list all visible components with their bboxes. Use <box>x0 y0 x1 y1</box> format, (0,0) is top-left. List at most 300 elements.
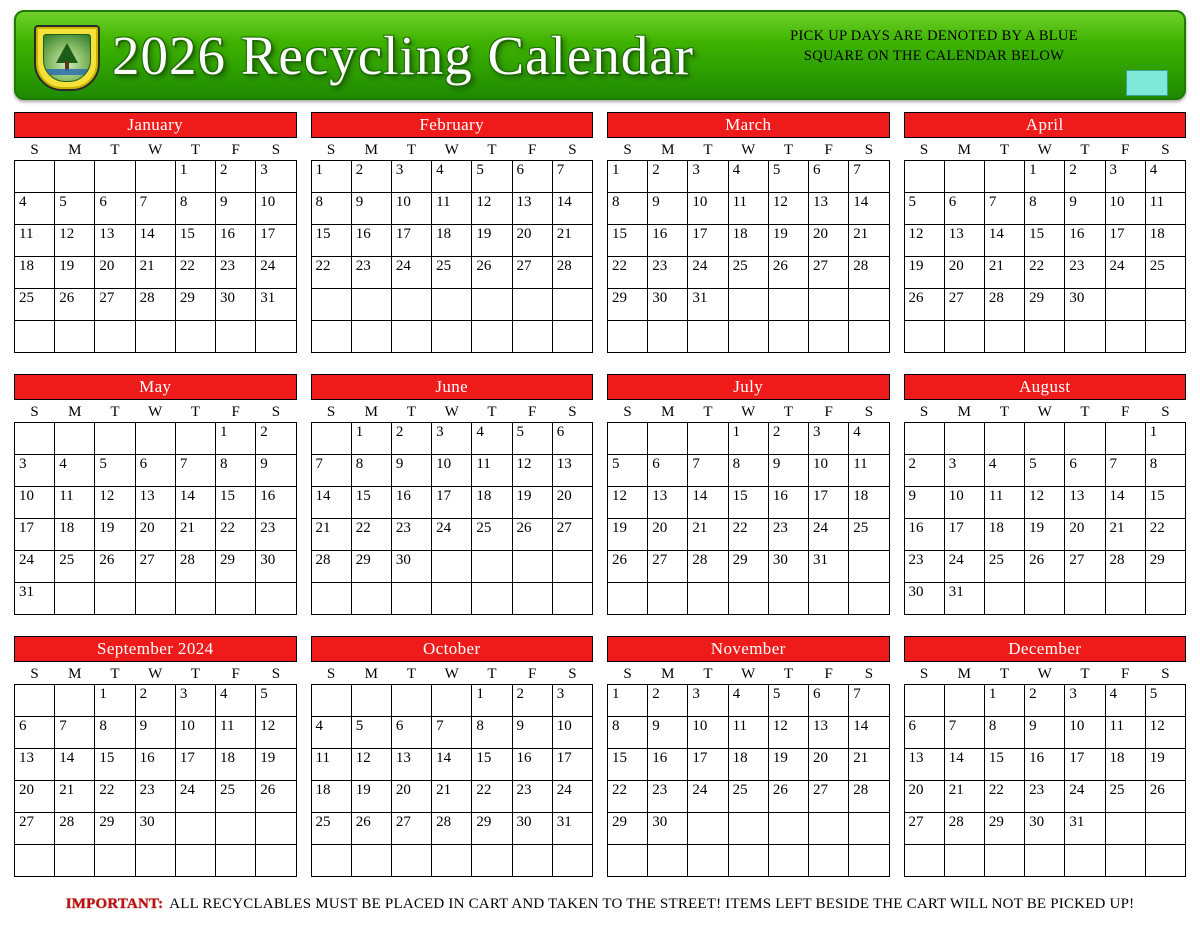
day-cell-pickup: 27 <box>1065 551 1105 583</box>
week-row <box>904 161 1186 193</box>
weekday-header-cell: T <box>783 403 793 420</box>
day-cell <box>216 813 256 845</box>
day-cell: 16 <box>216 225 256 257</box>
day-cell <box>1065 321 1105 353</box>
day-cell: 6 <box>552 423 592 455</box>
day-cell-pickup: 12 <box>768 193 808 225</box>
weekday-header-cell: M <box>661 403 675 420</box>
day-cell <box>351 845 391 877</box>
week-row <box>15 321 297 353</box>
day-cell-pickup: 11 <box>216 717 256 749</box>
week-row <box>311 813 593 845</box>
day-cell: 5 <box>1025 455 1065 487</box>
day-cell: 20 <box>809 225 849 257</box>
day-cell: 5 <box>768 161 808 193</box>
day-cell: 2 <box>1025 685 1065 717</box>
month-block <box>14 374 297 624</box>
day-cell: 11 <box>984 487 1024 519</box>
day-cell: 26 <box>512 519 552 551</box>
weekday-header-cell: M <box>957 665 971 682</box>
weekday-header-cell: M <box>68 403 82 420</box>
day-cell: 15 <box>216 487 256 519</box>
day-cell <box>648 583 688 615</box>
day-cell: 18 <box>984 519 1024 551</box>
day-cell <box>1145 583 1185 615</box>
day-cell: 29 <box>608 813 648 845</box>
day-cell: 25 <box>728 257 768 289</box>
weekday-header-cell: S <box>623 141 632 158</box>
day-cell-pickup: 22 <box>472 781 512 813</box>
day-cell <box>175 321 215 353</box>
day-cell <box>944 321 984 353</box>
day-cell: 30 <box>256 551 296 583</box>
day-cell: 20 <box>944 257 984 289</box>
weekday-header-cell: S <box>919 403 929 420</box>
day-cell: 30 <box>135 813 175 845</box>
day-cell: 13 <box>552 455 592 487</box>
day-cell: 19 <box>55 257 95 289</box>
day-cell: 6 <box>95 193 135 225</box>
day-cell: 8 <box>608 717 648 749</box>
day-cell: 20 <box>552 487 592 519</box>
day-cell <box>648 321 688 353</box>
footer-note <box>14 892 1186 916</box>
day-cell <box>1025 845 1065 877</box>
day-cell: 24 <box>15 551 55 583</box>
day-cell: 4 <box>432 161 472 193</box>
day-cell <box>351 583 391 615</box>
day-cell <box>55 685 95 717</box>
weekday-header-cell: M <box>68 665 82 682</box>
month-title: July <box>607 374 890 400</box>
day-cell <box>95 583 135 615</box>
day-cell <box>432 583 472 615</box>
day-cell: 17 <box>1105 225 1145 257</box>
day-cell: 31 <box>552 813 592 845</box>
day-cell: 6 <box>512 161 552 193</box>
day-cell: 31 <box>256 289 296 321</box>
day-cell: 11 <box>728 717 768 749</box>
day-cell: 23 <box>768 519 808 551</box>
weekday-header-cell: M <box>957 141 971 158</box>
day-cell-pickup: 3 <box>1065 685 1105 717</box>
day-cell: 6 <box>391 717 431 749</box>
week-row <box>904 257 1186 289</box>
day-cell <box>55 321 95 353</box>
week-row <box>311 193 593 225</box>
day-cell: 17 <box>15 519 55 551</box>
day-cell: 21 <box>849 225 889 257</box>
day-cell <box>1065 845 1105 877</box>
weekday-header-cell: S <box>30 403 39 420</box>
weekday-header-row <box>904 402 1186 423</box>
day-cell: 31 <box>15 583 55 615</box>
day-cell-pickup: 16 <box>768 487 808 519</box>
day-cell <box>984 583 1024 615</box>
day-cell: 2 <box>256 423 296 455</box>
day-cell: 15 <box>95 749 135 781</box>
week-row <box>15 749 297 781</box>
day-cell: 3 <box>688 685 728 717</box>
week-row <box>311 161 593 193</box>
weekday-header-cell: T <box>190 141 200 158</box>
day-cell-pickup: 21 <box>175 519 215 551</box>
day-cell <box>15 685 55 717</box>
month-title: June <box>311 374 594 400</box>
weekday-header-cell: S <box>326 665 336 682</box>
legend-line-1: PICK UP DAYS ARE DENOTED BY A BLUE <box>790 28 1078 44</box>
day-cell: 16 <box>512 749 552 781</box>
day-cell: 30 <box>648 289 688 321</box>
water-band-icon <box>44 69 90 75</box>
weekday-header-cell: F <box>1120 141 1130 158</box>
day-cell: 21 <box>984 257 1024 289</box>
day-cell: 5 <box>1145 685 1185 717</box>
month-calendar-table <box>311 402 594 615</box>
day-cell: 10 <box>15 487 55 519</box>
month-block <box>311 636 594 886</box>
day-cell: 28 <box>849 781 889 813</box>
day-cell <box>432 321 472 353</box>
week-row <box>608 455 890 487</box>
day-cell: 12 <box>55 225 95 257</box>
day-cell: 19 <box>1025 519 1065 551</box>
day-cell <box>648 423 688 455</box>
day-cell: 14 <box>175 487 215 519</box>
day-cell: 8 <box>175 193 215 225</box>
day-cell: 17 <box>809 487 849 519</box>
day-cell <box>472 583 512 615</box>
day-cell-pickup: 2 <box>1065 161 1105 193</box>
day-cell: 10 <box>552 717 592 749</box>
day-cell: 22 <box>216 519 256 551</box>
day-cell: 15 <box>311 225 351 257</box>
day-cell: 28 <box>944 813 984 845</box>
month-title: November <box>607 636 890 662</box>
weekday-header-row <box>608 664 890 685</box>
day-cell <box>55 423 95 455</box>
day-cell: 28 <box>135 289 175 321</box>
weekday-header-cell: S <box>271 665 281 682</box>
day-cell-pickup: 16 <box>1065 225 1105 257</box>
day-cell <box>1105 583 1145 615</box>
day-cell <box>904 423 944 455</box>
day-cell <box>944 845 984 877</box>
week-row <box>904 813 1186 845</box>
day-cell: 24 <box>944 551 984 583</box>
weekday-header-row <box>311 140 593 161</box>
month-title: December <box>904 636 1187 662</box>
pickup-legend-note <box>754 26 1114 66</box>
weekday-header-cell: T <box>487 403 497 420</box>
day-cell <box>1105 845 1145 877</box>
day-cell <box>135 321 175 353</box>
week-row <box>311 257 593 289</box>
day-cell: 14 <box>432 749 472 781</box>
day-cell: 30 <box>216 289 256 321</box>
month-block <box>607 636 890 886</box>
day-cell: 7 <box>849 161 889 193</box>
weekday-header-cell: T <box>999 665 1010 682</box>
weekday-header-row <box>311 402 593 423</box>
day-cell: 16 <box>135 749 175 781</box>
day-cell: 25 <box>1145 257 1185 289</box>
day-cell <box>432 685 472 717</box>
week-row <box>904 749 1186 781</box>
day-cell: 4 <box>55 455 95 487</box>
day-cell: 18 <box>15 257 55 289</box>
weekday-header-cell: F <box>231 141 240 158</box>
tree-icon <box>56 43 78 63</box>
day-cell: 17 <box>552 749 592 781</box>
day-cell: 11 <box>1105 717 1145 749</box>
day-cell: 14 <box>135 225 175 257</box>
weekday-header-cell: W <box>444 665 459 682</box>
day-cell <box>472 551 512 583</box>
day-cell: 13 <box>512 193 552 225</box>
day-cell <box>688 845 728 877</box>
day-cell: 30 <box>391 551 431 583</box>
day-cell: 1 <box>351 423 391 455</box>
day-cell-pickup: 4 <box>472 423 512 455</box>
weekday-header-cell: F <box>824 141 833 158</box>
weekday-header-cell: T <box>110 141 120 158</box>
day-cell: 27 <box>944 289 984 321</box>
weekday-header-cell: M <box>957 403 971 420</box>
week-row <box>608 551 890 583</box>
day-cell <box>512 583 552 615</box>
day-cell: 18 <box>311 781 351 813</box>
month-block <box>311 374 594 624</box>
month-title: October <box>311 636 594 662</box>
day-cell: 16 <box>648 749 688 781</box>
month-title: August <box>904 374 1187 400</box>
day-cell <box>1145 813 1185 845</box>
day-cell: 6 <box>809 161 849 193</box>
day-cell: 11 <box>472 455 512 487</box>
day-cell: 20 <box>15 781 55 813</box>
day-cell: 28 <box>1105 551 1145 583</box>
weekday-header-cell: F <box>527 141 537 158</box>
day-cell: 16 <box>351 225 391 257</box>
day-cell: 28 <box>311 551 351 583</box>
week-row <box>311 781 593 813</box>
day-cell: 11 <box>311 749 351 781</box>
day-cell <box>984 423 1024 455</box>
day-cell: 2 <box>648 685 688 717</box>
weekday-header-row <box>904 664 1186 685</box>
day-cell: 23 <box>512 781 552 813</box>
day-cell: 7 <box>311 455 351 487</box>
day-cell: 23 <box>1025 781 1065 813</box>
day-cell: 10 <box>944 487 984 519</box>
day-cell: 16 <box>391 487 431 519</box>
day-cell: 5 <box>472 161 512 193</box>
day-cell: 30 <box>648 813 688 845</box>
day-cell: 21 <box>311 519 351 551</box>
day-cell: 28 <box>55 813 95 845</box>
day-cell <box>728 845 768 877</box>
day-cell: 4 <box>849 423 889 455</box>
day-cell: 29 <box>472 813 512 845</box>
week-row <box>608 717 890 749</box>
day-cell: 14 <box>688 487 728 519</box>
weekday-header-cell: S <box>568 141 577 158</box>
day-cell: 12 <box>768 717 808 749</box>
day-cell: 8 <box>1145 455 1185 487</box>
day-cell: 15 <box>1145 487 1185 519</box>
day-cell: 20 <box>391 781 431 813</box>
day-cell: 7 <box>984 193 1024 225</box>
day-cell: 28 <box>849 257 889 289</box>
weekday-header-cell: S <box>1161 665 1170 682</box>
day-cell <box>95 321 135 353</box>
day-cell: 9 <box>391 455 431 487</box>
week-row <box>311 225 593 257</box>
day-cell <box>552 321 592 353</box>
day-cell <box>1105 423 1145 455</box>
day-cell: 24 <box>552 781 592 813</box>
day-cell: 24 <box>809 519 849 551</box>
day-cell <box>351 685 391 717</box>
day-cell: 24 <box>432 519 472 551</box>
month-block <box>904 636 1187 886</box>
day-cell <box>256 813 296 845</box>
legend-color-swatch <box>1126 70 1168 96</box>
day-cell: 6 <box>135 455 175 487</box>
day-cell: 12 <box>95 487 135 519</box>
day-cell: 24 <box>688 781 728 813</box>
day-cell: 14 <box>1105 487 1145 519</box>
weekday-header-cell: S <box>919 665 929 682</box>
day-cell: 27 <box>135 551 175 583</box>
day-cell <box>809 813 849 845</box>
day-cell-pickup: 7 <box>175 455 215 487</box>
weekday-header-row <box>15 664 297 685</box>
month-block <box>904 374 1187 624</box>
day-cell <box>95 161 135 193</box>
day-cell: 18 <box>55 519 95 551</box>
day-cell <box>849 289 889 321</box>
day-cell: 19 <box>1145 749 1185 781</box>
week-row <box>904 193 1186 225</box>
day-cell: 23 <box>648 257 688 289</box>
day-cell <box>135 423 175 455</box>
month-block <box>14 112 297 362</box>
day-cell <box>552 845 592 877</box>
day-cell: 15 <box>351 487 391 519</box>
day-cell-pickup: 18 <box>472 487 512 519</box>
day-cell: 29 <box>351 551 391 583</box>
week-row <box>608 225 890 257</box>
months-grid <box>14 112 1186 886</box>
day-cell <box>608 423 648 455</box>
month-calendar-table <box>904 664 1187 877</box>
month-block <box>607 374 890 624</box>
day-cell: 1 <box>1145 423 1185 455</box>
month-calendar-table <box>14 664 297 877</box>
day-cell <box>311 685 351 717</box>
day-cell: 17 <box>256 225 296 257</box>
day-cell: 9 <box>351 193 391 225</box>
day-cell-pickup: 31 <box>1065 813 1105 845</box>
day-cell: 11 <box>432 193 472 225</box>
week-row <box>15 193 297 225</box>
week-row <box>904 519 1186 551</box>
weekday-header-cell: T <box>190 403 200 420</box>
weekday-header-cell: S <box>326 141 336 158</box>
weekday-header-cell: S <box>326 403 336 420</box>
week-row <box>311 487 593 519</box>
day-cell-pickup: 15 <box>175 225 215 257</box>
month-calendar-table <box>904 402 1187 615</box>
day-cell: 29 <box>95 813 135 845</box>
weekday-header-cell: W <box>148 665 163 682</box>
day-cell <box>55 161 95 193</box>
day-cell: 26 <box>904 289 944 321</box>
day-cell <box>648 845 688 877</box>
day-cell <box>1105 289 1145 321</box>
weekday-header-cell: S <box>30 141 39 158</box>
weekday-header-cell: S <box>864 141 874 158</box>
week-row <box>608 257 890 289</box>
day-cell: 12 <box>256 717 296 749</box>
day-cell <box>809 289 849 321</box>
weekday-header-cell: W <box>741 403 756 420</box>
day-cell: 27 <box>512 257 552 289</box>
day-cell <box>984 161 1024 193</box>
day-cell: 1 <box>175 161 215 193</box>
day-cell: 15 <box>1025 225 1065 257</box>
day-cell: 19 <box>768 225 808 257</box>
day-cell: 21 <box>849 749 889 781</box>
day-cell: 15 <box>984 749 1024 781</box>
day-cell: 10 <box>688 717 728 749</box>
month-calendar-table <box>14 140 297 353</box>
day-cell: 25 <box>216 781 256 813</box>
weekday-header-cell: S <box>30 665 39 682</box>
day-cell <box>688 813 728 845</box>
day-cell: 18 <box>216 749 256 781</box>
weekday-header-row <box>311 664 593 685</box>
week-row <box>311 321 593 353</box>
day-cell: 25 <box>15 289 55 321</box>
week-row <box>311 717 593 749</box>
day-cell <box>552 551 592 583</box>
day-cell: 17 <box>391 225 431 257</box>
day-cell <box>849 321 889 353</box>
day-cell: 23 <box>256 519 296 551</box>
day-cell: 9 <box>135 717 175 749</box>
month-title: January <box>14 112 297 138</box>
day-cell <box>984 321 1024 353</box>
day-cell: 31 <box>809 551 849 583</box>
week-row <box>15 423 297 455</box>
day-cell: 27 <box>552 519 592 551</box>
day-cell <box>311 289 351 321</box>
weekday-header-cell: W <box>741 141 756 158</box>
week-row <box>904 321 1186 353</box>
week-row <box>904 289 1186 321</box>
day-cell <box>1105 321 1145 353</box>
weekday-header-cell: F <box>824 665 833 682</box>
day-cell <box>311 845 351 877</box>
day-cell: 10 <box>256 193 296 225</box>
day-cell <box>904 161 944 193</box>
day-cell: 6 <box>1065 455 1105 487</box>
day-cell: 22 <box>608 781 648 813</box>
weekday-header-cell: W <box>148 141 163 158</box>
